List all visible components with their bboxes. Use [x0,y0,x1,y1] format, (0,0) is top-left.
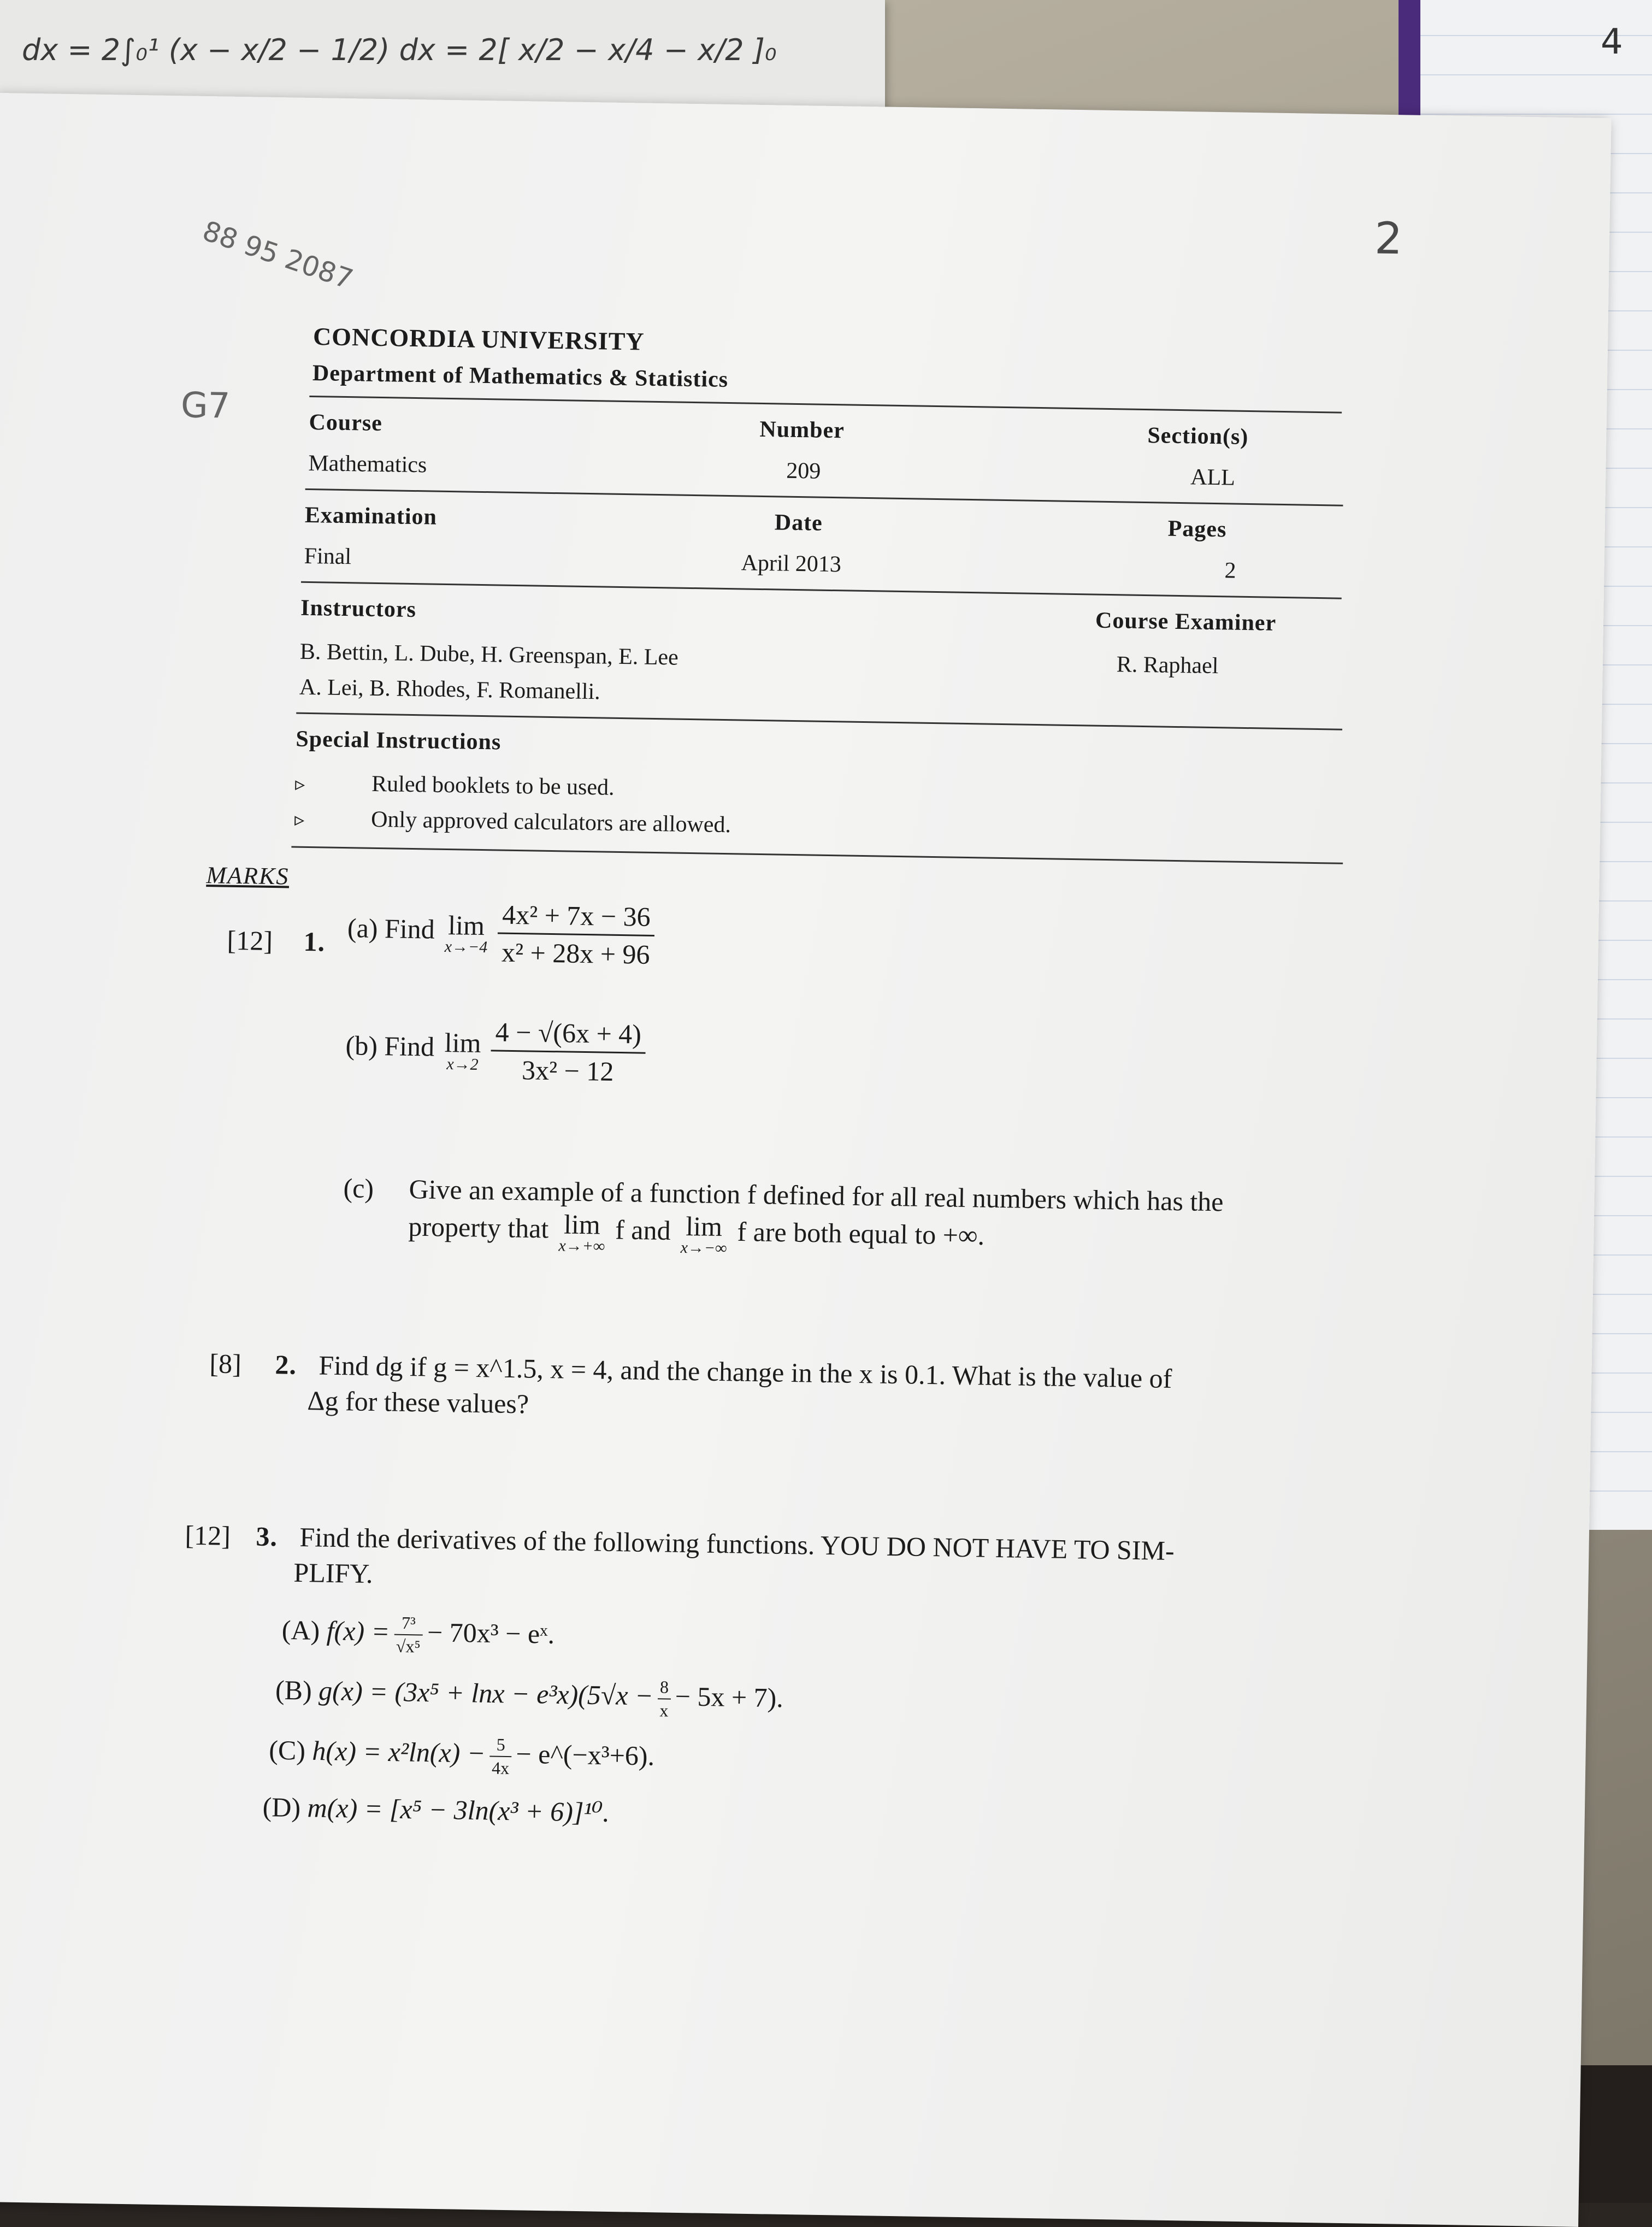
q1a [347,896,662,970]
q3-text-2: PLIFY. [293,1557,373,1589]
course-value: Mathematics [308,450,427,478]
q3c-label: (C) [268,1734,306,1766]
q1c-lim2-text: lim [685,1210,723,1242]
q1a-lim-text: lim [447,909,485,941]
q1b-lim-text: lim [444,1027,481,1058]
instructors-line-2: A. Lei, B. Rhodes, F. Romanelli. [299,674,601,705]
q3c-pre: h(x) = x²ln(x) − [312,1735,486,1769]
q3-part-c [269,1731,655,1781]
date-value: April 2013 [741,550,842,578]
q3b-fraction [657,1677,671,1721]
q3b-pre: g(x) = (3x⁵ + lnx − e³x)(5√x − [318,1675,654,1711]
q3a-pre: f(x) = [326,1615,390,1647]
q1a-lim-sub: x→−4 [444,937,488,956]
q3-text-1: Find the derivatives of the following functions. YOU DO NOT HAVE TO SIM- [299,1521,1175,1566]
handwritten-mark: G7 [180,385,231,427]
q2-text-2: Δg for these values? [307,1385,529,1419]
q1b [345,1014,653,1088]
q2-marks: [8] [209,1348,242,1380]
q2-text-1: Find dg if g = x^1.5, x = 4, and the change in the x is 0.1. What is the value of [318,1350,1172,1394]
q3a-denominator: √x⁵ [396,1636,421,1657]
q1c-text-2a: property that [408,1211,549,1244]
q1b-fraction [490,1016,646,1087]
q1a-find: Find [384,913,435,945]
q1c-text-2b: f and [615,1214,671,1246]
examiner-label: Course Examiner [1095,608,1277,636]
q1c-text-1: Give an example of a function f defined for all real numbers which has the [409,1174,1224,1217]
q3c-denominator: 4x [491,1758,510,1778]
q1a-limit [444,909,488,956]
q1c-line-2 [408,1206,985,1262]
examination-value: Final [304,543,352,570]
university-name: CONCORDIA UNIVERSITY [312,322,645,356]
instruction-2: Only approved calculators are allowed. [370,806,731,838]
instructors-line-1: B. Bettin, L. Dube, H. Greenspan, E. Lee [299,639,679,670]
q1a-numerator: 4x² + 7x − 36 [498,899,655,937]
q1c-label: (c) [343,1173,374,1204]
course-label: Course [309,409,383,437]
notebook-page-number: 4 [1601,22,1623,62]
q1a-denominator: x² + 28x + 96 [501,936,650,970]
q1-marks: [12] [227,924,273,957]
q3c-fraction [489,1734,512,1778]
special-instructions-label: Special Instructions [296,726,502,755]
q1-number: 1. [303,926,326,957]
department-name: Department of Mathematics & Statistics [312,361,729,393]
pages-value: 2 [1224,558,1236,584]
course-rule [305,488,1343,506]
pages-label: Pages [1167,516,1227,543]
q1c-lim2-sub: x→−∞ [680,1238,727,1258]
q1c-text-2c: f are both equal to +∞. [737,1216,985,1251]
number-value: 209 [786,458,821,484]
handwritten-score: 88 95 2087 [198,215,357,296]
q3b-denominator: x [659,1700,669,1721]
q3b-post: − 5x + 7). [675,1681,784,1713]
q3c-numerator: 5 [489,1734,512,1757]
q2-number: 2. [275,1349,297,1380]
q1b-label: (b) [345,1030,378,1062]
q3a-fraction [394,1613,423,1657]
q1c-limit-plus [558,1208,605,1256]
number-label: Number [759,416,845,444]
q3-marks: [12] [185,1519,231,1551]
q3a-post: − 70x³ − eˣ. [427,1617,555,1649]
q3d-text: m(x) = [x⁵ − 3ln(x³ + 6)]¹⁰. [307,1792,610,1828]
q1b-numerator: 4 − √(6x + 4) [491,1016,646,1053]
q1a-label: (a) [347,912,379,944]
q1c-lim1-sub: x→+∞ [558,1236,605,1256]
q1c-lim1-text: lim [563,1209,601,1240]
instruction-1: Ruled booklets to be used. [371,771,615,800]
q3d-label: (D) [262,1791,301,1823]
examination-label: Examination [304,502,438,530]
exam-rule [301,581,1342,599]
exam-page [0,93,1612,2227]
q3a-label: (A) [281,1614,320,1646]
q3-part-d [262,1791,610,1828]
date-label: Date [774,510,823,536]
q3-part-b [275,1671,783,1723]
q3-part-a [281,1611,555,1659]
sections-label: Section(s) [1147,423,1249,450]
q1c-limit-minus [680,1210,727,1258]
marks-heading: MARKS [206,862,290,890]
q3b-label: (B) [275,1674,312,1706]
page-number: 2 [1374,213,1403,264]
q1b-denominator: 3x² − 12 [521,1054,614,1087]
instructions-rule [291,846,1343,864]
q1a-fraction [497,899,655,970]
q3a-numerator: 7³ [394,1613,423,1636]
q1b-limit [444,1027,481,1074]
instructors-rule [296,712,1342,730]
q3-number: 3. [256,1521,278,1552]
sections-value: ALL [1190,464,1236,491]
q3c-post: − e^(−x³+6). [516,1738,655,1771]
bullet-icon: ▹ [294,773,305,795]
q3b-numerator: 8 [658,1677,671,1699]
q1b-find: Find [384,1030,435,1062]
examiner-value: R. Raphael [1116,652,1219,679]
scribble-line-1: dx = 2∫₀¹ (x − x/2 − 1/2) dx = 2[ x/2 − x/4 − x/2 ]₀ [22,33,777,67]
q1b-lim-sub: x→2 [446,1054,479,1074]
bullet-icon: ▹ [294,808,305,830]
instructors-label: Instructors [300,595,417,623]
header-rule [309,396,1342,414]
